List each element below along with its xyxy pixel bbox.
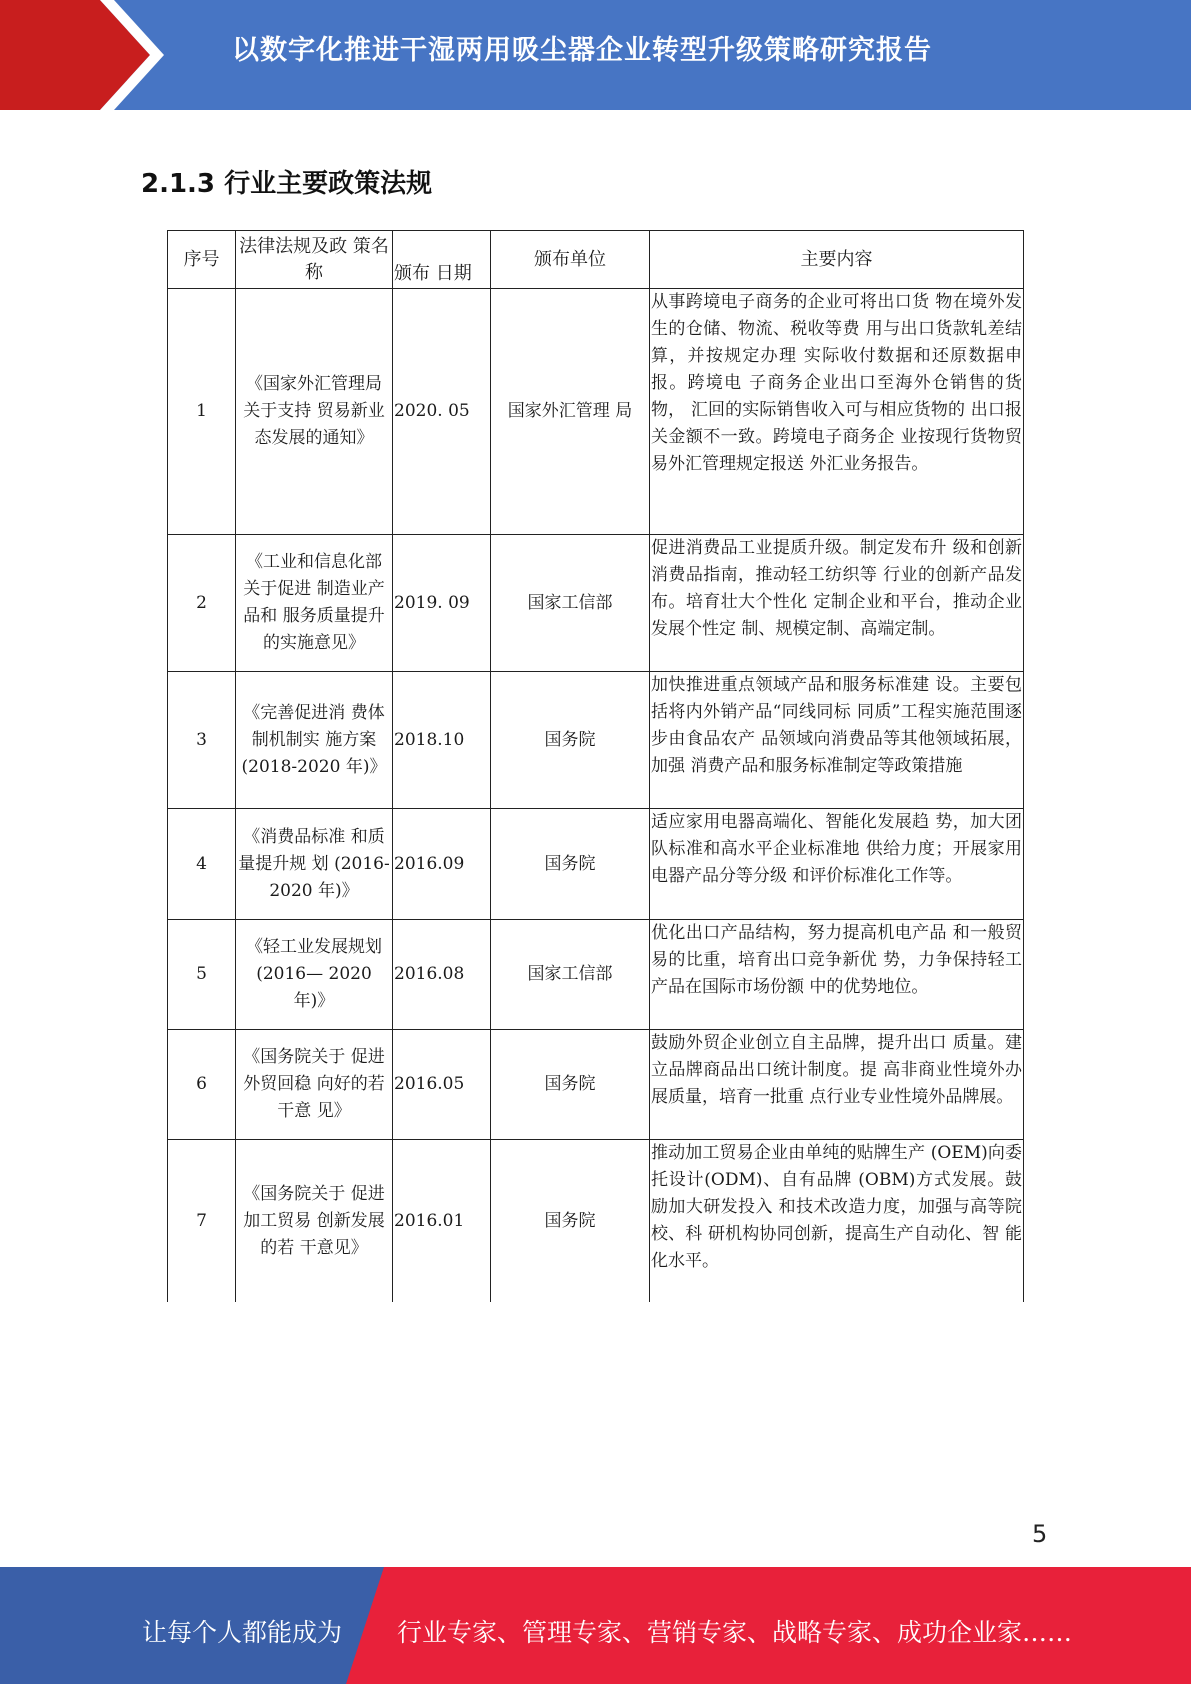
row-no: 3 <box>168 672 236 808</box>
row-no: 7 <box>168 1140 236 1302</box>
row-issuer: 国务院 <box>491 1140 650 1302</box>
table-row <box>167 1029 1024 1139</box>
row-issuer: 国家工信部 <box>491 535 650 671</box>
table-header-row <box>167 230 1024 288</box>
header-banner <box>0 0 1191 110</box>
row-date: 2016.09 <box>393 809 491 919</box>
row-content: 推动加工贸易企业由单纯的贴牌生产 (OEM)向委托设计(ODM)、自有品牌 (OBM)方式发展。鼓励加大研发投入 和技术改造力度，加强与高等院校、科 研机构协同创新，提高生产自动化、智 能化水平。 <box>651 1143 1022 1271</box>
row-no: 4 <box>168 809 236 919</box>
row-issuer: 国家外汇管理 局 <box>491 289 650 534</box>
row-date: 2019. 09 <box>393 535 491 671</box>
row-name: 《消费品标准 和质量提升规 划 (2016-2020 年)》 <box>236 809 393 919</box>
policy-table <box>167 230 1024 1302</box>
header-date: 颁布 日期 <box>393 231 491 288</box>
row-date: 2020. 05 <box>393 289 491 534</box>
table-row <box>167 671 1024 808</box>
row-name: 《完善促进消 费体制机制实 施方案 (2018-2020 年)》 <box>236 672 393 808</box>
row-content: 适应家用电器高端化、智能化发展趋 势，加大团队标准和高水平企业标准地 供给力度；开展家用电器产品分等分级 和评价标准化工作等。 <box>651 812 1022 886</box>
page-number: 5 <box>1032 1520 1048 1548</box>
row-date: 2016.05 <box>393 1030 491 1139</box>
header-no: 序号 <box>168 231 236 288</box>
row-content: 鼓励外贸企业创立自主品牌，提升出口 质量。建立品牌商品出口统计制度。提 高非商业性境外办展质量，培育一批重 点行业专业性境外品牌展。 <box>651 1033 1022 1107</box>
table-row <box>167 1139 1024 1302</box>
row-no: 2 <box>168 535 236 671</box>
row-date: 2016.08 <box>393 920 491 1029</box>
table-row <box>167 808 1024 919</box>
row-no: 5 <box>168 920 236 1029</box>
footer-banner <box>0 1567 1191 1684</box>
row-name: 《国务院关于 促进外贸回稳 向好的若干意 见》 <box>236 1030 393 1139</box>
row-content: 优化出口产品结构，努力提高机电产品 和一般贸易的比重，培育出口竞争新优 势，力争保持轻工产品在国际市场份额 中的优势地位。 <box>651 923 1022 997</box>
row-content: 加快推进重点领域产品和服务标准建 设。主要包括将内外销产品“同线同标 同质”工程实施范围逐步由食品农产 品领域向消费品等其他领域拓展，加强 消费产品和服务标准制定等政策措施 <box>651 675 1022 776</box>
row-issuer: 国务院 <box>491 672 650 808</box>
table-row <box>167 534 1024 671</box>
row-date: 2016.01 <box>393 1140 491 1302</box>
row-no: 6 <box>168 1030 236 1139</box>
row-issuer: 国务院 <box>491 809 650 919</box>
header-content: 主要内容 <box>800 248 873 270</box>
footer-slogan-right: 行业专家、管理专家、营销专家、战略专家、成功企业家…… <box>397 1618 1073 1647</box>
table-row <box>167 919 1024 1029</box>
row-issuer: 国务院 <box>491 1030 650 1139</box>
footer-slogan-left: 让每个人都能成为 <box>142 1618 343 1647</box>
table-row <box>167 288 1024 534</box>
report-title: 以数字化推进干湿两用吸尘器企业转型升级策略研究报告 <box>232 35 932 66</box>
row-name: 《轻工业发展规划(2016— 2020 年)》 <box>236 920 393 1029</box>
row-content: 促进消费品工业提质升级。制定发布升 级和创新消费品指南，推动轻工纺织等 行业的创新产品发布。培育壮大个性化 定制企业和平台，推动企业发展个性定 制、规模定制、高端定制。 <box>651 538 1022 639</box>
row-no: 1 <box>168 289 236 534</box>
section-heading: 2.1.3 行业主要政策法规 <box>141 169 433 199</box>
row-name: 《国务院关于 促进加工贸易 创新发展的若 干意见》 <box>236 1140 393 1302</box>
header-issuer: 颁布单位 <box>491 231 650 288</box>
header-name: 法律法规及政 策名称 <box>236 231 393 288</box>
row-name: 《国家外汇管理局关于支持 贸易新业态发展的通知》 <box>236 289 393 534</box>
row-issuer: 国家工信部 <box>491 920 650 1029</box>
row-content: 从事跨境电子商务的企业可将出口货 物在境外发生的仓储、物流、税收等费 用与出口货款轧差结算，并按规定办理 实际收付数据和还原数据申报。跨境电 子商务企业出口至海外仓销售的货物， 汇回的实际销售收入可与相应货物的 出口报关金额不一致。跨境电子商务企 业按现行货物贸易外汇管理规定报送 外汇业务报告。 <box>651 292 1022 474</box>
row-date: 2018.10 <box>393 672 491 808</box>
row-name: 《工业和信息化部关于促进 制造业产品和 服务质量提升 的实施意见》 <box>236 535 393 671</box>
